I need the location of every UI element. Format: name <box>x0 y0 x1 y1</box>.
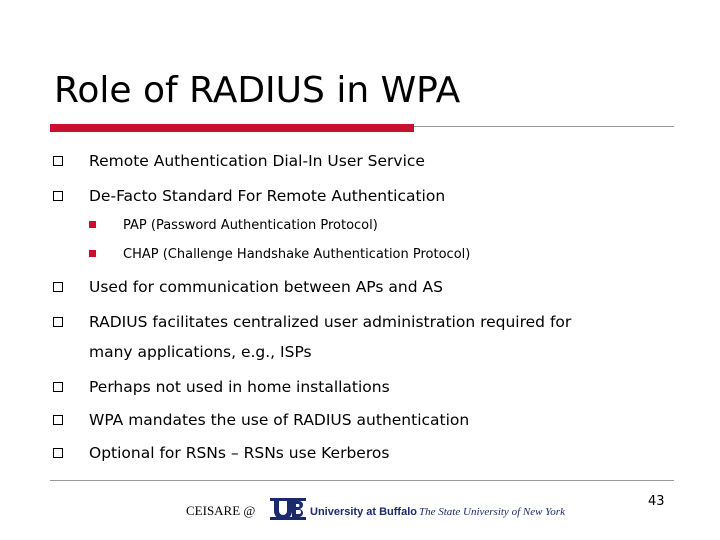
bullet-text: Optional for RSNs – RSNs use Kerberos <box>89 444 390 462</box>
footer-divider <box>50 480 674 481</box>
ub-logo-icon <box>270 496 306 522</box>
bullet-text: De-Facto Standard For Remote Authentication <box>89 187 446 205</box>
hollow-square-bullet-icon <box>53 282 63 292</box>
hollow-square-bullet-icon <box>53 191 63 201</box>
bullet-text: Used for communication between APs and AS <box>89 278 443 296</box>
hollow-square-bullet-icon <box>53 382 63 392</box>
filled-square-bullet-icon <box>89 221 96 228</box>
title-underline-red <box>50 124 414 132</box>
sub-bullet-text: CHAP (Challenge Handshake Authentication Protocol) <box>123 247 471 262</box>
hollow-square-bullet-icon <box>53 415 63 425</box>
bullet-continuation-text: many applications, e.g., ISPs <box>89 343 312 361</box>
bullet-text: RADIUS facilitates centralized user administration required for <box>89 313 572 331</box>
university-name: University at Buffalo <box>310 506 417 518</box>
university-tagline: The State University of New York <box>419 506 565 518</box>
page-number: 43 <box>648 494 665 509</box>
bullet-text: Perhaps not used in home installations <box>89 378 390 396</box>
footer-left-text: CEISARE @ <box>186 503 256 518</box>
filled-square-bullet-icon <box>89 250 96 257</box>
slide-title: Role of RADIUS in WPA <box>54 70 461 111</box>
hollow-square-bullet-icon <box>53 156 63 166</box>
bullet-text: WPA mandates the use of RADIUS authentication <box>89 411 470 429</box>
sub-bullet-text: PAP (Password Authentication Protocol) <box>123 218 378 233</box>
hollow-square-bullet-icon <box>53 448 63 458</box>
hollow-square-bullet-icon <box>53 317 63 327</box>
bullet-text: Remote Authentication Dial-In User Service <box>89 152 425 170</box>
